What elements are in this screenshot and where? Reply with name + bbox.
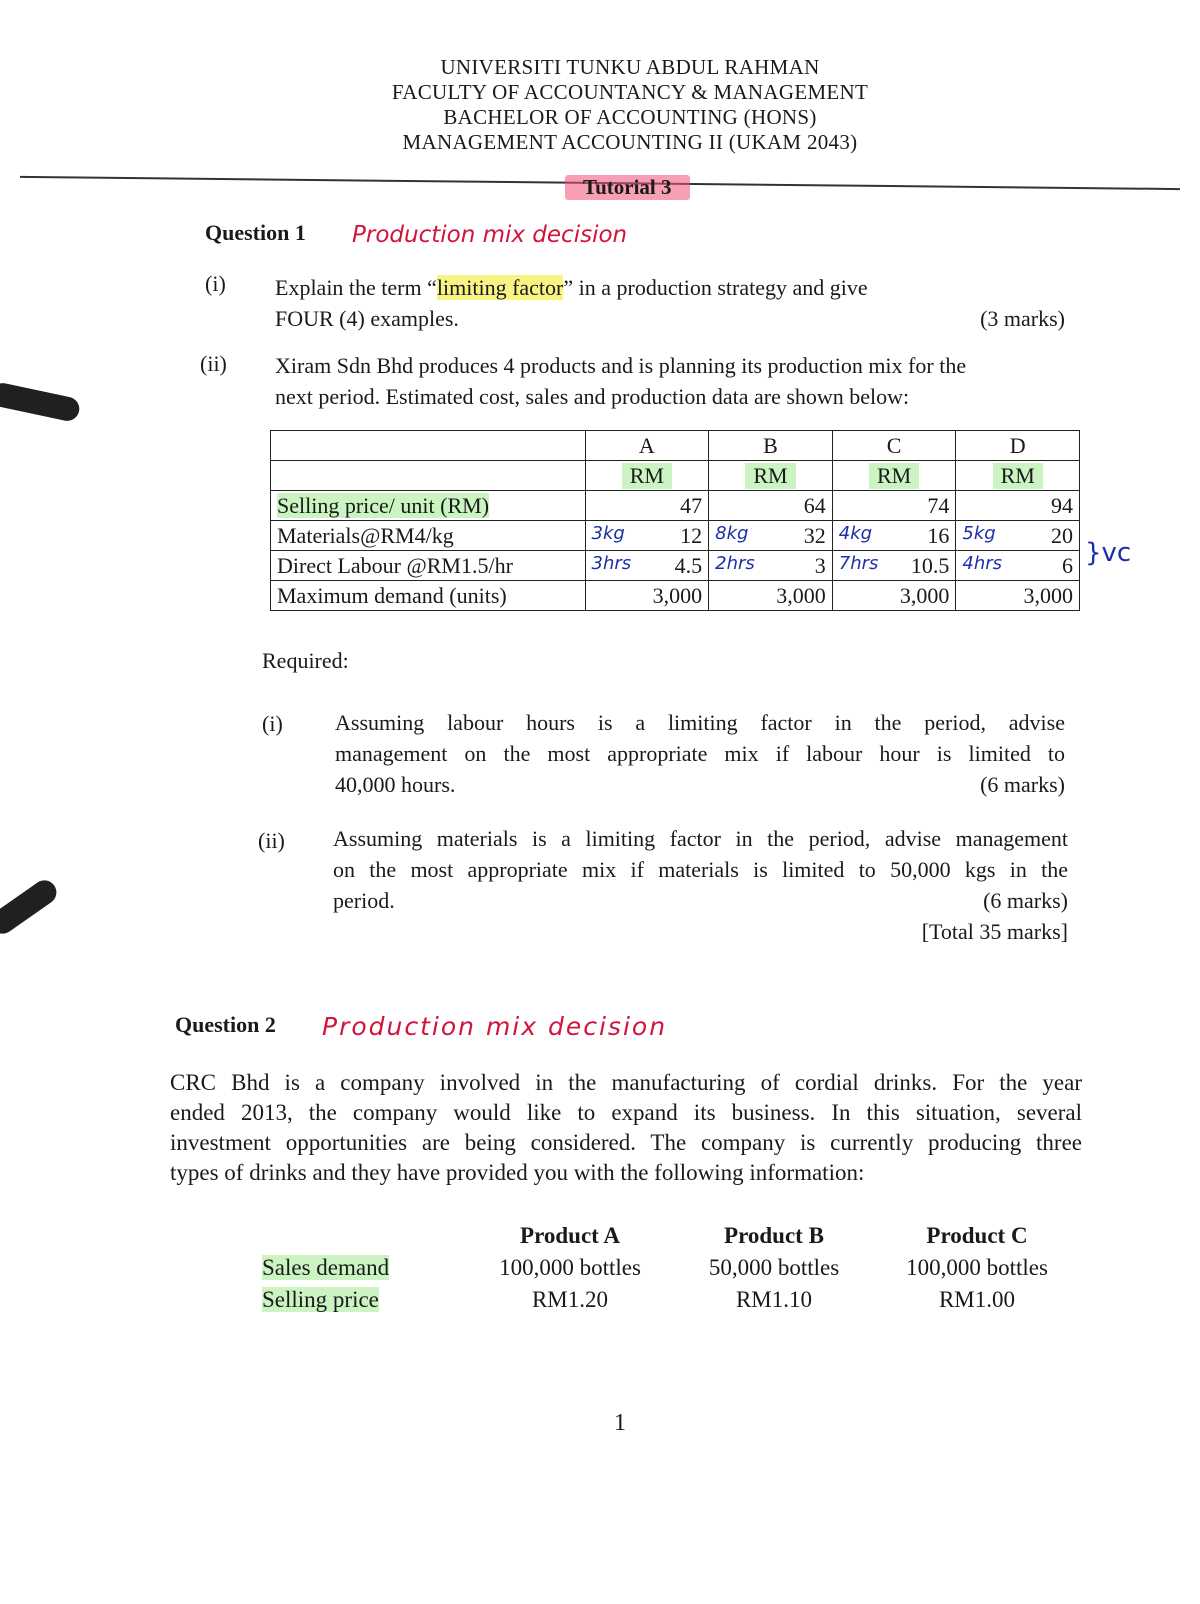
handwritten-annotation: 8kg	[715, 522, 749, 544]
row-label: Direct Labour @RM1.5/hr	[271, 551, 586, 581]
q2-title: Question 2	[175, 1012, 276, 1037]
req-ii-label: (ii)	[258, 828, 285, 853]
table-cell: 47	[585, 491, 709, 521]
q1-part-i-label: (i)	[205, 271, 226, 296]
binder-ring-bottom	[0, 876, 61, 939]
handwritten-annotation: 3hrs	[591, 552, 632, 574]
req-i-text: Assuming labour hours is a limiting factor in the period, advise management on the most appropriate mix if labour hour is limited to 40,000 hours. (6 marks)	[335, 707, 1065, 800]
table-cell: 4.5	[674, 552, 703, 578]
table-cell: 3	[814, 552, 826, 578]
table-cell: 20	[1051, 522, 1073, 548]
table-cell: 3,000	[585, 581, 709, 611]
row-label: Selling price	[262, 1287, 379, 1312]
tutorial-label: Tutorial 3	[565, 175, 690, 200]
university-name: UNIVERSITI TUNKU ABDUL RAHMAN	[440, 55, 820, 79]
row-label: Selling price/ unit (RM)	[277, 492, 490, 518]
table-cell: 10.5	[910, 552, 950, 578]
table-cell: 16	[927, 522, 950, 548]
q1-part-i-text: Explain the term “limiting factor” in a production strategy and give FOUR (4) examples. (3 marks)	[275, 272, 1065, 334]
currency-label: RM	[869, 463, 919, 489]
table-cell: 32	[803, 522, 826, 548]
q2-handwritten-note: Production mix decision	[322, 1012, 668, 1041]
currency-label: RM	[745, 463, 795, 489]
q2-col-header: Product B	[724, 1223, 824, 1248]
table-cell: 12	[680, 522, 703, 548]
product-header: D	[956, 431, 1080, 461]
q1-part-ii-label: (ii)	[200, 351, 227, 376]
course-name: MANAGEMENT ACCOUNTING II (UKAM 2043)	[402, 130, 858, 154]
req-ii-marks: (6 marks)	[983, 888, 1068, 913]
table-cell: 6	[1062, 552, 1073, 578]
handwritten-annotation: 2hrs	[715, 552, 755, 574]
q1-data-table	[270, 430, 1080, 611]
req-i-label: (i)	[262, 711, 283, 736]
q1-part-i-marks: (3 marks)	[980, 306, 1065, 331]
q2-col-header: Product C	[926, 1223, 1028, 1248]
handwritten-side-note: }vc	[1085, 538, 1132, 568]
faculty-name: FACULTY OF ACCOUNTANCY & MANAGEMENT	[391, 80, 869, 104]
handwritten-annotation: 7hrs	[838, 552, 879, 574]
table-cell: 3,000	[709, 581, 833, 611]
req-ii-text: Assuming materials is a limiting factor in the period, advise management on the most appropriate mix if materials is limited to 50,000 kgs in the period. (6 marks) [Total 35 marks]	[333, 823, 1068, 947]
table-row	[271, 521, 1080, 551]
q1-part-ii-text: Xiram Sdn Bhd produces 4 products and is planning its production mix for the next period. Estimated cost, sales and production data are shown below:	[275, 353, 967, 409]
programme-name: BACHELOR OF ACCOUNTING (HONS)	[443, 105, 817, 129]
table-cell: 3,000	[832, 581, 956, 611]
table-cell: 94	[956, 491, 1080, 521]
table-currency-row	[271, 461, 1080, 491]
table-header-row	[271, 431, 1080, 461]
table-cell: 3,000	[956, 581, 1080, 611]
table-cell: 64	[709, 491, 833, 521]
table-cell: 100,000 bottles	[906, 1255, 1048, 1280]
q2-col-header: Product A	[520, 1223, 620, 1248]
row-label: Sales demand	[262, 1255, 390, 1280]
req-i-marks: (6 marks)	[980, 772, 1065, 797]
table-cell: 100,000 bottles	[499, 1255, 641, 1280]
q1-total-marks: [Total 35 marks]	[921, 919, 1068, 944]
document-header	[320, 55, 940, 155]
handwritten-annotation: 3kg	[591, 522, 625, 544]
currency-label: RM	[993, 463, 1043, 489]
page-number: 1	[614, 1410, 626, 1436]
q1-handwritten-note: Production mix decision	[352, 222, 628, 248]
table-cell: RM1.20	[531, 1287, 609, 1312]
handwritten-annotation: 4kg	[838, 522, 873, 544]
table-cell: 50,000 bottles	[708, 1255, 840, 1280]
table-cell: 74	[832, 491, 956, 521]
required-label: Required:	[262, 648, 349, 673]
table-row	[271, 551, 1080, 581]
table-cell: RM1.00	[938, 1287, 1016, 1312]
row-label: Maximum demand (units)	[277, 582, 507, 608]
currency-label: RM	[622, 463, 672, 489]
table-row	[271, 581, 1080, 611]
product-header: B	[709, 431, 833, 461]
binder-ring-top	[0, 381, 82, 423]
row-label: Materials@RM4/kg	[271, 521, 586, 551]
handwritten-annotation: 4hrs	[962, 552, 1003, 574]
table-cell: RM1.10	[735, 1287, 813, 1312]
q2-paragraph: CRC Bhd is a company involved in the manufacturing of cordial drinks. For the year ended 2013, the company would like to expand its business. In this situation, several investment opportunities are being considered. The company is currently producing three types of drinks and they have provided you with the following information:	[170, 1070, 1082, 1185]
handwritten-annotation: 5kg	[962, 522, 996, 544]
product-header: A	[585, 431, 709, 461]
q1-title: Question 1	[205, 220, 306, 245]
table-row	[271, 491, 1080, 521]
product-header: C	[832, 431, 956, 461]
